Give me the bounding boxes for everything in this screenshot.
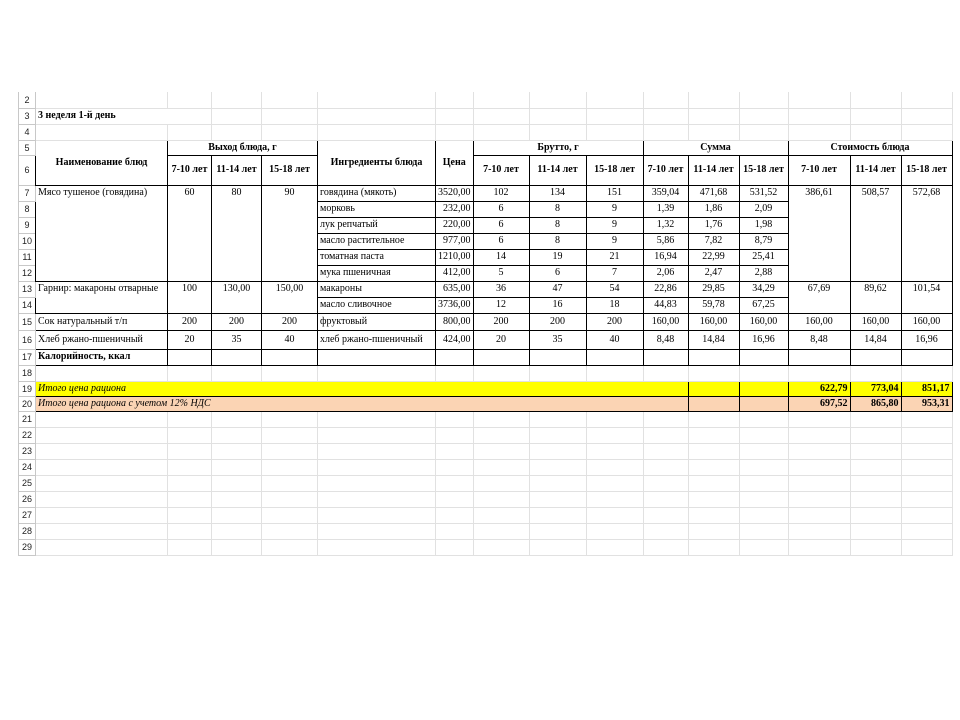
- output-cell[interactable]: 20: [168, 330, 212, 349]
- output-cell[interactable]: 60: [168, 185, 212, 281]
- header-brutto[interactable]: Брутто, г: [473, 140, 643, 155]
- ingredient-name[interactable]: макароны: [318, 281, 436, 297]
- total-vat-value[interactable]: 697,52: [788, 396, 850, 411]
- sum-cell[interactable]: 29,85: [688, 281, 739, 297]
- ingredient-price[interactable]: 1210,00: [436, 249, 474, 265]
- row-22: [19, 427, 953, 443]
- sum-cell[interactable]: 160,00: [739, 313, 788, 330]
- header-age-15-18[interactable]: 15-18 лет: [901, 155, 952, 185]
- brutto-cell[interactable]: 12: [473, 297, 529, 313]
- row-23: [19, 443, 953, 459]
- row-16: [19, 330, 953, 349]
- cost-cell[interactable]: 67,69: [788, 281, 850, 313]
- row-number: 10: [19, 233, 36, 249]
- brutto-cell[interactable]: 54: [586, 281, 643, 297]
- brutto-cell[interactable]: 6: [529, 265, 586, 281]
- row-number: 16: [19, 330, 36, 349]
- header-cost[interactable]: Стоимость блюда: [788, 140, 952, 155]
- brutto-cell[interactable]: 16: [529, 297, 586, 313]
- sum-cell[interactable]: 7,82: [688, 233, 739, 249]
- sum-cell[interactable]: 531,52: [739, 185, 788, 201]
- sum-cell[interactable]: 359,04: [643, 185, 688, 201]
- row-number: 19: [19, 381, 36, 396]
- brutto-cell[interactable]: 6: [473, 201, 529, 217]
- ingredient-price[interactable]: 3736,00: [436, 297, 474, 313]
- header-age-11-14[interactable]: 11-14 лет: [212, 155, 262, 185]
- ingredient-name[interactable]: мука пшеничная: [318, 265, 436, 281]
- header-age-7-10[interactable]: 7-10 лет: [473, 155, 529, 185]
- row-number: 7: [19, 185, 36, 201]
- sum-cell[interactable]: 1,86: [688, 201, 739, 217]
- header-output[interactable]: Выход блюда, г: [168, 140, 318, 155]
- brutto-cell[interactable]: 9: [586, 201, 643, 217]
- ingredient-price[interactable]: 635,00: [436, 281, 474, 297]
- row-number: 17: [19, 349, 36, 365]
- sum-cell[interactable]: 8,48: [643, 330, 688, 349]
- sum-cell[interactable]: 160,00: [688, 313, 739, 330]
- dish-name-cell[interactable]: Хлеб ржано-пшеничный: [36, 330, 168, 349]
- header-age-7-10[interactable]: 7-10 лет: [788, 155, 850, 185]
- row-number: 14: [19, 297, 36, 313]
- ingredient-price[interactable]: 412,00: [436, 265, 474, 281]
- ingredient-name[interactable]: морковь: [318, 201, 436, 217]
- row-19: [19, 381, 953, 396]
- row-17: [19, 349, 953, 365]
- ingredient-price[interactable]: 977,00: [436, 233, 474, 249]
- cost-cell[interactable]: 89,62: [850, 281, 901, 313]
- sum-cell[interactable]: 22,86: [643, 281, 688, 297]
- row-27: [19, 507, 953, 523]
- dish-name-cell[interactable]: Гарнир: макароны отварные: [36, 281, 168, 313]
- sum-cell[interactable]: 471,68: [688, 185, 739, 201]
- output-cell[interactable]: 200: [168, 313, 212, 330]
- cost-cell[interactable]: 14,84: [850, 330, 901, 349]
- brutto-cell[interactable]: 9: [586, 217, 643, 233]
- sum-cell[interactable]: 59,78: [688, 297, 739, 313]
- brutto-cell[interactable]: 21: [586, 249, 643, 265]
- row-number: 13: [19, 281, 36, 297]
- brutto-cell[interactable]: 20: [473, 330, 529, 349]
- brutto-cell[interactable]: 102: [473, 185, 529, 201]
- cost-cell[interactable]: 101,54: [901, 281, 952, 313]
- sum-cell[interactable]: 1,76: [688, 217, 739, 233]
- header-age-11-14[interactable]: 11-14 лет: [688, 155, 739, 185]
- sum-cell[interactable]: 1,98: [739, 217, 788, 233]
- row-3: [19, 108, 953, 124]
- ingredient-name[interactable]: хлеб ржано-пшеничный: [318, 330, 436, 349]
- output-cell[interactable]: 130,00: [212, 281, 262, 313]
- header-age-15-18[interactable]: 15-18 лет: [262, 155, 318, 185]
- row-number: 20: [19, 396, 36, 411]
- brutto-cell[interactable]: 7: [586, 265, 643, 281]
- row-7: [19, 185, 953, 201]
- brutto-cell[interactable]: 9: [586, 233, 643, 249]
- sum-cell[interactable]: 2,09: [739, 201, 788, 217]
- brutto-cell[interactable]: 200: [529, 313, 586, 330]
- row-number: 22: [19, 427, 36, 443]
- output-cell[interactable]: 200: [262, 313, 318, 330]
- sum-cell[interactable]: 2,47: [688, 265, 739, 281]
- row-number: 18: [19, 365, 36, 381]
- brutto-cell[interactable]: 14: [473, 249, 529, 265]
- sum-cell[interactable]: 1,32: [643, 217, 688, 233]
- row-number: 15: [19, 313, 36, 330]
- brutto-cell[interactable]: 40: [586, 330, 643, 349]
- row-29: [19, 539, 953, 555]
- row-number: 24: [19, 459, 36, 475]
- row-15: [19, 313, 953, 330]
- ingredient-price[interactable]: 232,00: [436, 201, 474, 217]
- row-number: 29: [19, 539, 36, 555]
- ingredient-price[interactable]: 424,00: [436, 330, 474, 349]
- output-cell[interactable]: 100: [168, 281, 212, 313]
- brutto-cell[interactable]: 36: [473, 281, 529, 297]
- row-13: [19, 281, 953, 297]
- row-number: 9: [19, 217, 36, 233]
- ingredient-price[interactable]: 3520,00: [436, 185, 474, 201]
- row-5: [19, 140, 953, 155]
- total-vat-label[interactable]: Итого цена рациона с учетом 12% НДС: [36, 396, 689, 411]
- row-20: [19, 396, 953, 411]
- header-ingredients[interactable]: Ингредиенты блюда: [318, 140, 436, 185]
- total-vat-value[interactable]: 953,31: [901, 396, 952, 411]
- row-21: [19, 411, 953, 427]
- brutto-cell[interactable]: 8: [529, 233, 586, 249]
- header-age-7-10[interactable]: 7-10 лет: [643, 155, 688, 185]
- sum-cell[interactable]: 16,94: [643, 249, 688, 265]
- sum-cell[interactable]: 44,83: [643, 297, 688, 313]
- ration-table: [18, 92, 953, 556]
- sum-cell[interactable]: 2,06: [643, 265, 688, 281]
- row-25: [19, 475, 953, 491]
- header-age-15-18[interactable]: 15-18 лет: [739, 155, 788, 185]
- sheet-title[interactable]: 3 неделя 1-й день: [36, 108, 212, 124]
- row-28: [19, 523, 953, 539]
- cost-cell[interactable]: 160,00: [850, 313, 901, 330]
- row-4: [19, 124, 953, 140]
- row-number: 2: [19, 92, 36, 108]
- cost-cell[interactable]: 8,48: [788, 330, 850, 349]
- brutto-cell[interactable]: 200: [473, 313, 529, 330]
- sum-cell[interactable]: 8,79: [739, 233, 788, 249]
- total-value[interactable]: 773,04: [850, 381, 901, 396]
- sum-cell[interactable]: 2,88: [739, 265, 788, 281]
- total-value[interactable]: 622,79: [788, 381, 850, 396]
- total-value[interactable]: 851,17: [901, 381, 952, 396]
- dish-name-cell[interactable]: Сок натуральный т/п: [36, 313, 168, 330]
- row-number: 3: [19, 108, 36, 124]
- cost-cell[interactable]: 508,57: [850, 185, 901, 281]
- output-cell[interactable]: 90: [262, 185, 318, 281]
- header-age-11-14[interactable]: 11-14 лет: [850, 155, 901, 185]
- cost-cell[interactable]: 160,00: [788, 313, 850, 330]
- row-2: [19, 92, 953, 108]
- row-26: [19, 491, 953, 507]
- brutto-cell[interactable]: 19: [529, 249, 586, 265]
- row-number: 12: [19, 265, 36, 281]
- row-18: [19, 365, 953, 381]
- cost-cell[interactable]: 160,00: [901, 313, 952, 330]
- output-cell[interactable]: 150,00: [262, 281, 318, 313]
- brutto-cell[interactable]: 151: [586, 185, 643, 201]
- sum-cell[interactable]: 67,25: [739, 297, 788, 313]
- row-number: 26: [19, 491, 36, 507]
- brutto-cell[interactable]: 200: [586, 313, 643, 330]
- header-sum[interactable]: Сумма: [643, 140, 788, 155]
- output-cell[interactable]: 40: [262, 330, 318, 349]
- brutto-cell[interactable]: 5: [473, 265, 529, 281]
- row-24: [19, 459, 953, 475]
- header-age-15-18[interactable]: 15-18 лет: [586, 155, 643, 185]
- brutto-cell[interactable]: 6: [473, 233, 529, 249]
- row-number: 11: [19, 249, 36, 265]
- ingredient-name[interactable]: фруктовый: [318, 313, 436, 330]
- row-number: 5: [19, 140, 36, 155]
- brutto-cell[interactable]: 6: [473, 217, 529, 233]
- output-cell[interactable]: 200: [212, 313, 262, 330]
- ingredient-price[interactable]: 800,00: [436, 313, 474, 330]
- brutto-cell[interactable]: 134: [529, 185, 586, 201]
- total-label[interactable]: Итого цена рациона: [36, 381, 689, 396]
- sum-cell[interactable]: 160,00: [643, 313, 688, 330]
- output-cell[interactable]: 35: [212, 330, 262, 349]
- brutto-cell[interactable]: 18: [586, 297, 643, 313]
- dish-name-cell[interactable]: Мясо тушеное (говядина): [36, 185, 168, 281]
- header-age-11-14[interactable]: 11-14 лет: [529, 155, 586, 185]
- row-number: 8: [19, 201, 36, 217]
- header-price[interactable]: Цена: [436, 140, 474, 185]
- ingredient-name[interactable]: масло сливочное: [318, 297, 436, 313]
- ingredient-name[interactable]: лук репчатый: [318, 217, 436, 233]
- sum-cell[interactable]: 1,39: [643, 201, 688, 217]
- output-cell[interactable]: 80: [212, 185, 262, 281]
- row-number: 27: [19, 507, 36, 523]
- cost-cell[interactable]: 16,96: [901, 330, 952, 349]
- brutto-cell[interactable]: 35: [529, 330, 586, 349]
- row-number: 4: [19, 124, 36, 140]
- row-number: 6: [19, 155, 36, 185]
- total-vat-value[interactable]: 865,80: [850, 396, 901, 411]
- brutto-cell[interactable]: 8: [529, 217, 586, 233]
- header-dish-name[interactable]: Наименование блюд: [36, 140, 168, 185]
- ingredient-name[interactable]: томатная паста: [318, 249, 436, 265]
- ingredient-name[interactable]: говядина (мякоть): [318, 185, 436, 201]
- ingredient-name[interactable]: масло растительное: [318, 233, 436, 249]
- row-number: 21: [19, 411, 36, 427]
- row-number: 25: [19, 475, 36, 491]
- sum-cell[interactable]: 16,96: [739, 330, 788, 349]
- row-number: 23: [19, 443, 36, 459]
- cost-cell[interactable]: 572,68: [901, 185, 952, 281]
- ingredient-price[interactable]: 220,00: [436, 217, 474, 233]
- sum-cell[interactable]: 22,99: [688, 249, 739, 265]
- row-number: 28: [19, 523, 36, 539]
- brutto-cell[interactable]: 8: [529, 201, 586, 217]
- sum-cell[interactable]: 34,29: [739, 281, 788, 297]
- spreadsheet: [18, 92, 953, 556]
- calories-label[interactable]: Калорийность, ккал: [36, 349, 168, 365]
- header-age-7-10[interactable]: 7-10 лет: [168, 155, 212, 185]
- cost-cell[interactable]: 386,61: [788, 185, 850, 281]
- sum-cell[interactable]: 5,86: [643, 233, 688, 249]
- sum-cell[interactable]: 14,84: [688, 330, 739, 349]
- brutto-cell[interactable]: 47: [529, 281, 586, 297]
- sum-cell[interactable]: 25,41: [739, 249, 788, 265]
